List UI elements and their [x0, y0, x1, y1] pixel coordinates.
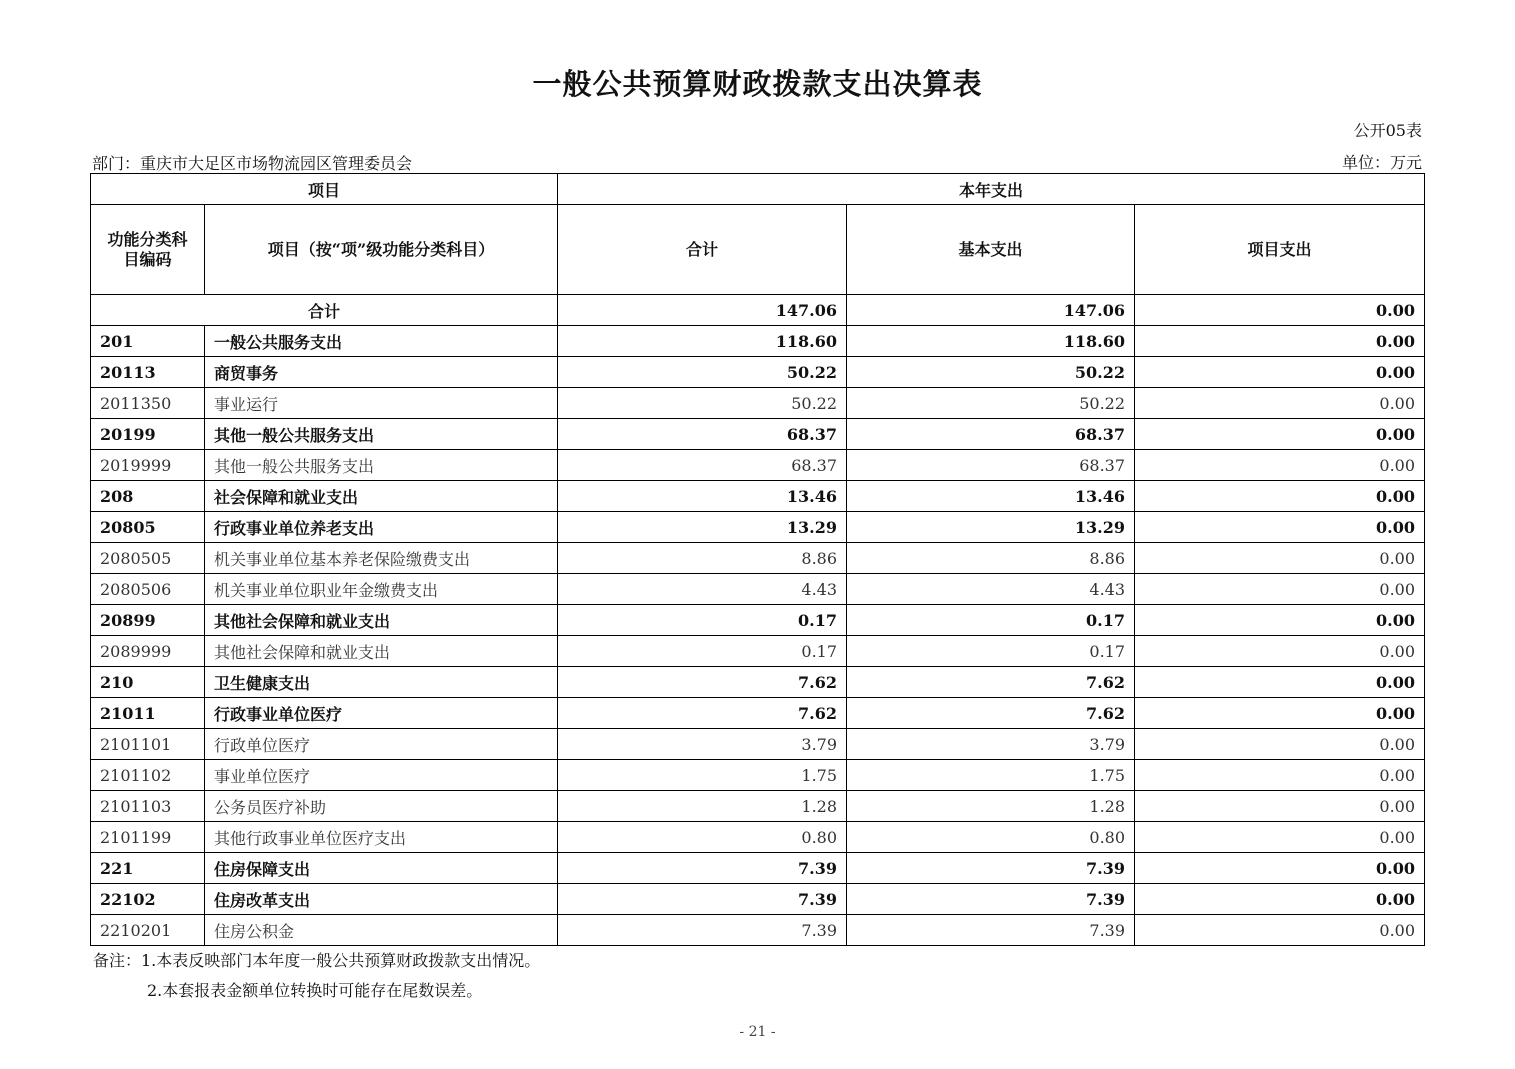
row-project: 0.00 — [1135, 729, 1425, 760]
row-code: 22102 — [91, 884, 205, 915]
table-row — [91, 388, 1425, 419]
table-row — [91, 419, 1425, 450]
row-name: 机关事业单位职业年金缴费支出 — [205, 574, 558, 605]
row-project: 0.00 — [1135, 388, 1425, 419]
row-total: 68.37 — [558, 419, 847, 450]
header-total: 合计 — [558, 205, 847, 295]
row-total: 118.60 — [558, 326, 847, 357]
header-basic: 基本支出 — [847, 205, 1135, 295]
table-row — [91, 791, 1425, 822]
row-name: 住房公积金 — [205, 915, 558, 946]
row-total: 7.39 — [558, 853, 847, 884]
row-code: 2011350 — [91, 388, 205, 419]
table-row — [91, 605, 1425, 636]
row-basic: 118.60 — [847, 326, 1135, 357]
row-code: 221 — [91, 853, 205, 884]
row-basic: 0.17 — [847, 605, 1135, 636]
row-name: 行政事业单位医疗 — [205, 698, 558, 729]
row-basic: 7.62 — [847, 698, 1135, 729]
table-row — [91, 481, 1425, 512]
row-name: 事业单位医疗 — [205, 760, 558, 791]
row-project: 0.00 — [1135, 853, 1425, 884]
page-title: 一般公共预算财政拨款支出决算表 — [532, 67, 983, 101]
row-project: 0.00 — [1135, 512, 1425, 543]
table-row — [91, 915, 1425, 946]
row-total: 3.79 — [558, 729, 847, 760]
total-project: 0.00 — [1135, 295, 1425, 326]
row-code: 2210201 — [91, 915, 205, 946]
row-total: 50.22 — [558, 388, 847, 419]
row-code: 20899 — [91, 605, 205, 636]
row-project: 0.00 — [1135, 357, 1425, 388]
row-basic: 7.39 — [847, 853, 1135, 884]
row-project: 0.00 — [1135, 667, 1425, 698]
row-name: 其他一般公共服务支出 — [205, 450, 558, 481]
row-basic: 7.39 — [847, 915, 1135, 946]
row-code: 2101103 — [91, 791, 205, 822]
row-total: 0.17 — [558, 605, 847, 636]
row-basic: 13.29 — [847, 512, 1135, 543]
table-row — [91, 357, 1425, 388]
row-project: 0.00 — [1135, 543, 1425, 574]
row-code: 2019999 — [91, 450, 205, 481]
total-total: 147.06 — [558, 295, 847, 326]
row-code: 2101101 — [91, 729, 205, 760]
row-total: 7.39 — [558, 915, 847, 946]
row-name: 公务员医疗补助 — [205, 791, 558, 822]
row-total: 13.46 — [558, 481, 847, 512]
row-code: 20805 — [91, 512, 205, 543]
row-project: 0.00 — [1135, 450, 1425, 481]
note-2: 2.本套报表金额单位转换时可能存在尾数误差。 — [147, 981, 483, 1000]
row-project: 0.00 — [1135, 791, 1425, 822]
row-project: 0.00 — [1135, 636, 1425, 667]
row-code: 210 — [91, 667, 205, 698]
row-code: 2101102 — [91, 760, 205, 791]
row-name: 其他社会保障和就业支出 — [205, 636, 558, 667]
row-name: 其他社会保障和就业支出 — [205, 605, 558, 636]
row-basic: 50.22 — [847, 357, 1135, 388]
row-code: 208 — [91, 481, 205, 512]
row-project: 0.00 — [1135, 419, 1425, 450]
total-label: 合计 — [91, 295, 558, 326]
row-basic: 13.46 — [847, 481, 1135, 512]
header-row-top — [91, 174, 1425, 205]
row-total: 13.29 — [558, 512, 847, 543]
row-project: 0.00 — [1135, 326, 1425, 357]
row-name: 机关事业单位基本养老保险缴费支出 — [205, 543, 558, 574]
row-basic: 68.37 — [847, 419, 1135, 450]
table-row — [91, 450, 1425, 481]
header-code: 功能分类科目编码 — [91, 205, 205, 295]
row-code: 2080506 — [91, 574, 205, 605]
row-total: 0.17 — [558, 636, 847, 667]
row-name: 一般公共服务支出 — [205, 326, 558, 357]
header-current-year: 本年支出 — [558, 174, 1425, 205]
header-row-sub — [91, 205, 1425, 295]
note-1: 备注：1.本表反映部门本年度一般公共预算财政拨款支出情况。 — [93, 951, 541, 970]
row-project: 0.00 — [1135, 884, 1425, 915]
row-basic: 8.86 — [847, 543, 1135, 574]
table-row — [91, 574, 1425, 605]
row-total: 7.62 — [558, 667, 847, 698]
row-basic: 0.80 — [847, 822, 1135, 853]
expenditure-table — [90, 173, 1425, 946]
row-name: 住房改革支出 — [205, 884, 558, 915]
row-name: 行政单位医疗 — [205, 729, 558, 760]
row-basic: 68.37 — [847, 450, 1135, 481]
row-name: 卫生健康支出 — [205, 667, 558, 698]
row-code: 2101199 — [91, 822, 205, 853]
header-project: 项目支出 — [1135, 205, 1425, 295]
row-project: 0.00 — [1135, 822, 1425, 853]
row-basic: 50.22 — [847, 388, 1135, 419]
row-name: 行政事业单位养老支出 — [205, 512, 558, 543]
table-row — [91, 543, 1425, 574]
row-project: 0.00 — [1135, 760, 1425, 791]
row-project: 0.00 — [1135, 574, 1425, 605]
row-total: 68.37 — [558, 450, 847, 481]
unit-label: 单位：万元 — [1341, 153, 1422, 172]
department-label: 部门：重庆市大足区市场物流园区管理委员会 — [92, 154, 413, 173]
row-code: 21011 — [91, 698, 205, 729]
row-total: 1.75 — [558, 760, 847, 791]
total-basic: 147.06 — [847, 295, 1135, 326]
row-code: 20199 — [91, 419, 205, 450]
row-project: 0.00 — [1135, 605, 1425, 636]
row-basic: 1.28 — [847, 791, 1135, 822]
row-total: 7.62 — [558, 698, 847, 729]
page-number: - 21 - — [739, 1024, 776, 1040]
table-row — [91, 667, 1425, 698]
row-total: 0.80 — [558, 822, 847, 853]
row-project: 0.00 — [1135, 915, 1425, 946]
row-total: 7.39 — [558, 884, 847, 915]
row-name: 事业运行 — [205, 388, 558, 419]
row-name: 商贸事务 — [205, 357, 558, 388]
row-basic: 3.79 — [847, 729, 1135, 760]
row-total: 4.43 — [558, 574, 847, 605]
row-name: 住房保障支出 — [205, 853, 558, 884]
row-name: 其他行政事业单位医疗支出 — [205, 822, 558, 853]
total-row — [91, 295, 1425, 326]
header-item: 项目 — [91, 174, 558, 205]
table-row — [91, 884, 1425, 915]
header-name: 项目（按“项”级功能分类科目） — [205, 205, 558, 295]
table-row — [91, 326, 1425, 357]
row-basic: 7.39 — [847, 884, 1135, 915]
row-project: 0.00 — [1135, 481, 1425, 512]
row-total: 50.22 — [558, 357, 847, 388]
row-name: 社会保障和就业支出 — [205, 481, 558, 512]
table-row — [91, 512, 1425, 543]
row-project: 0.00 — [1135, 698, 1425, 729]
table-row — [91, 698, 1425, 729]
row-code: 2089999 — [91, 636, 205, 667]
form-number: 公开05表 — [1353, 121, 1422, 140]
row-basic: 1.75 — [847, 760, 1135, 791]
table-row — [91, 729, 1425, 760]
row-code: 20113 — [91, 357, 205, 388]
row-basic: 4.43 — [847, 574, 1135, 605]
row-code: 2080505 — [91, 543, 205, 574]
row-code: 201 — [91, 326, 205, 357]
row-basic: 0.17 — [847, 636, 1135, 667]
table-row — [91, 636, 1425, 667]
row-total: 8.86 — [558, 543, 847, 574]
table-row — [91, 822, 1425, 853]
table-row — [91, 760, 1425, 791]
row-basic: 7.62 — [847, 667, 1135, 698]
row-total: 1.28 — [558, 791, 847, 822]
row-name: 其他一般公共服务支出 — [205, 419, 558, 450]
table-row — [91, 853, 1425, 884]
